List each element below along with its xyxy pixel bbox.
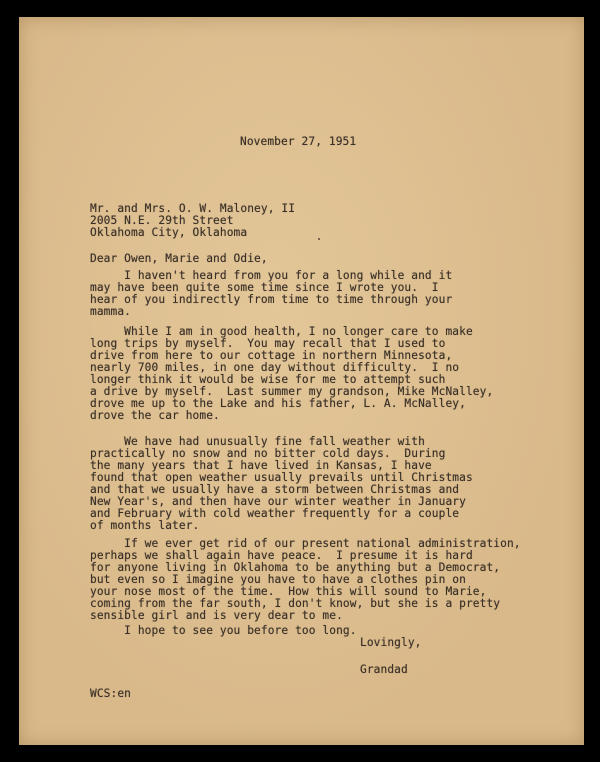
body-line: If we ever get rid of our present national administration, [90,537,521,550]
letter-date: November 27, 1951 [240,135,357,148]
body-line: may have been quite some time since I wrote you. I [90,281,439,294]
body-line: perhaps we shall again have peace. I presume it is hard [90,549,473,562]
body-line: mamma. [90,305,132,318]
body-line: I hope to see you before too long. [90,624,357,637]
body-line: drove the car home. [90,409,220,422]
body-line: long trips by myself. You may recall that I used to [90,337,446,350]
body-line: coming from the far south, I don't know, but she is a pretty [90,597,501,610]
body-line: drove me up to the Lake and his father, L. A. McNalley, [90,397,466,410]
body-line: practically no snow and no bitter cold days. During [90,447,446,460]
recipient-name: Mr. and Mrs. O. W. Maloney, II [90,202,296,215]
paper-speck [318,238,320,240]
body-line: I haven't heard from you for a long while and it [90,269,453,282]
body-line: and February with cold weather frequently for a couple [90,507,460,520]
body-line: hear of you indirectly from time to time through your [90,293,453,306]
body-line: for anyone living in Oklahoma to be anything but a Democrat, [90,561,501,574]
body-line: your nose most of the time. How this will sound to Marie, [90,585,487,598]
body-line: New Year's, and then have our winter weather in January [90,495,466,508]
body-line: the many years that I have lived in Kansas, I have [90,459,432,472]
body-line: found that open weather usually prevails until Christmas [90,471,473,484]
body-line: of months later. [90,519,200,532]
body-line: We have had unusually fine fall weather with [90,435,425,448]
body-line: sensible girl and is very dear to me. [90,609,343,622]
recipient-street: 2005 N.E. 29th Street [90,214,234,227]
recipient-city: Oklahoma City, Oklahoma [90,226,248,239]
body-line: drive from here to our cottage in northern Minnesota, [90,349,453,362]
body-line: and that we usually have a storm between Christmas and [90,483,460,496]
typist-initials: WCS:en [90,687,132,700]
salutation: Dear Owen, Marie and Odie, [90,252,268,265]
body-line: While I am in good health, I no longer care to make [90,325,473,338]
signature: Grandad [360,663,408,676]
body-line: but even so I imagine you have to have a clothes pin on [90,573,466,586]
body-line: longer think it would be wise for me to attempt such [90,373,446,386]
body-line: nearly 700 miles, in one day without difficulty. I no [90,361,460,374]
closing: Lovingly, [360,636,422,649]
body-line: a drive by myself. Last summer my grandson, Mike McNalley, [90,385,494,398]
